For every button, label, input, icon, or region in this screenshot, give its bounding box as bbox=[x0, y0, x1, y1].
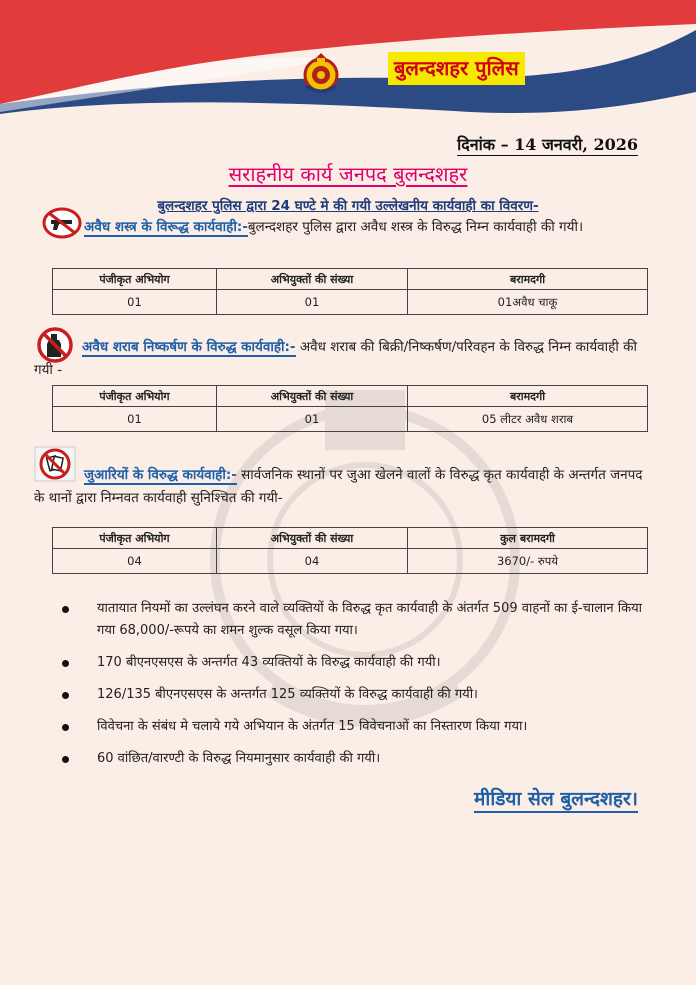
list-item bbox=[52, 598, 642, 642]
table-cell: 04 bbox=[53, 549, 217, 574]
list-item bbox=[52, 748, 642, 770]
table-row bbox=[53, 549, 648, 574]
media-cell-signature: मीडिया सेल बुलन्दशहर। bbox=[474, 785, 638, 813]
brand-title: बुलन्दशहर पुलिस bbox=[388, 52, 525, 87]
table-header-row bbox=[53, 386, 648, 407]
list-item bbox=[52, 716, 642, 738]
table-header: बरामदगी bbox=[408, 269, 648, 290]
page-subtitle: बुलन्दशहर पुलिस द्वारा 24 घण्टे मे की गयी उल्लेखनीय कार्यवाही का विवरण- bbox=[157, 198, 539, 214]
action-summary-list bbox=[52, 598, 642, 780]
section-arms-body: बुलन्दशहर पुलिस द्वारा अवैध शस्त्र के विरुद्ध निम्न कार्यवाही की गयी। bbox=[247, 219, 584, 235]
table-header: पंजीकृत अभियोग bbox=[53, 528, 217, 549]
liquor-table bbox=[52, 385, 648, 432]
list-item bbox=[52, 652, 642, 674]
bullet-icon bbox=[62, 606, 69, 613]
bullet-icon bbox=[62, 724, 69, 731]
table-header: अभियुक्तों की संख्या bbox=[217, 386, 408, 407]
table-header: बरामदगी bbox=[408, 386, 648, 407]
section-arms-heading: अवैध शस्त्र के विरूद्ध कार्यवाही:- bbox=[84, 219, 248, 235]
header-banner bbox=[0, 0, 696, 140]
page-title: सराहनीय कार्य जनपद बुलन्दशहर bbox=[228, 162, 468, 186]
table-header: पंजीकृत अभियोग bbox=[53, 386, 217, 407]
list-item-text: 170 बीएनएसएस के अन्तर्गत 43 व्यक्तियों के विरुद्ध कार्यवाही की गयी। bbox=[97, 655, 441, 670]
table-cell: 01 bbox=[53, 290, 217, 315]
table-cell: 04 bbox=[217, 549, 408, 574]
table-cell: 01 bbox=[53, 407, 217, 432]
date-label: दिनांक – 14 जनवरी, 2026 bbox=[457, 135, 638, 154]
gambling-table bbox=[52, 527, 648, 574]
section-gambling-body: सार्वजनिक स्थानों पर जुआ खेलने वालों के विरुद्ध कृत कार्यवाही के अन्तर्गत जनपद के थानों द्वारा निम्नवत कार्यवाही सुनिश्चित की गयी- bbox=[34, 467, 643, 506]
table-header: अभियुक्तों की संख्या bbox=[217, 269, 408, 290]
table-row bbox=[53, 407, 648, 432]
bullet-icon bbox=[62, 660, 69, 667]
arms-table bbox=[52, 268, 648, 315]
list-item-text: 126/135 बीएनएसएस के अन्तर्गत 125 व्यक्तियों के विरुद्ध कार्यवाही की गयी। bbox=[97, 687, 478, 702]
table-header: अभियुक्तों की संख्या bbox=[217, 528, 408, 549]
section-gambling bbox=[34, 464, 644, 510]
table-header: पंजीकृत अभियोग bbox=[53, 269, 217, 290]
list-item bbox=[52, 684, 642, 706]
list-item-text: विवेचना के संबंध मे चलाये गये अभियान के अंतर्गत 15 विवेचनाओं का निस्तारण किया गया। bbox=[97, 719, 528, 734]
bullet-icon bbox=[62, 756, 69, 763]
table-cell: 3670/- रुपये bbox=[408, 549, 648, 574]
section-gambling-heading: जुआरियों के विरुद्ध कार्यवाही:- bbox=[84, 467, 237, 483]
list-item-text: यातायात नियमों का उल्लंघन करने वाले व्यक्तियों के विरुद्ध कृत कार्यवाही के अंतर्गत 509 वाहनों का ई-चालान किया गया 68,000/-रूपये का शमन शुल्क वसूल किया गया। bbox=[97, 601, 642, 638]
section-arms bbox=[34, 216, 644, 239]
table-cell: 01 bbox=[217, 407, 408, 432]
up-police-logo-icon bbox=[298, 50, 344, 96]
section-liquor-heading: अवैध शराब निष्कर्षण के विरुद्ध कार्यवाही:- bbox=[82, 339, 296, 355]
table-header-row bbox=[53, 269, 648, 290]
table-cell: 01अवैध चाकू bbox=[408, 290, 648, 315]
table-header-row bbox=[53, 528, 648, 549]
table-row bbox=[53, 290, 648, 315]
table-header: कुल बरामदगी bbox=[408, 528, 648, 549]
section-liquor-body: अवैध शराब की बिक्री/निष्कर्षण/परिवहन के विरुद्ध निम्न कार्यवाही की गयी - bbox=[34, 339, 637, 378]
section-liquor bbox=[34, 336, 644, 382]
bullet-icon bbox=[62, 692, 69, 699]
table-cell: 01 bbox=[217, 290, 408, 315]
table-cell: 05 लीटर अवैध शराब bbox=[408, 407, 648, 432]
list-item-text: 60 वांछित/वारण्टी के विरुद्ध नियमानुसार कार्यवाही की गयी। bbox=[97, 751, 381, 766]
